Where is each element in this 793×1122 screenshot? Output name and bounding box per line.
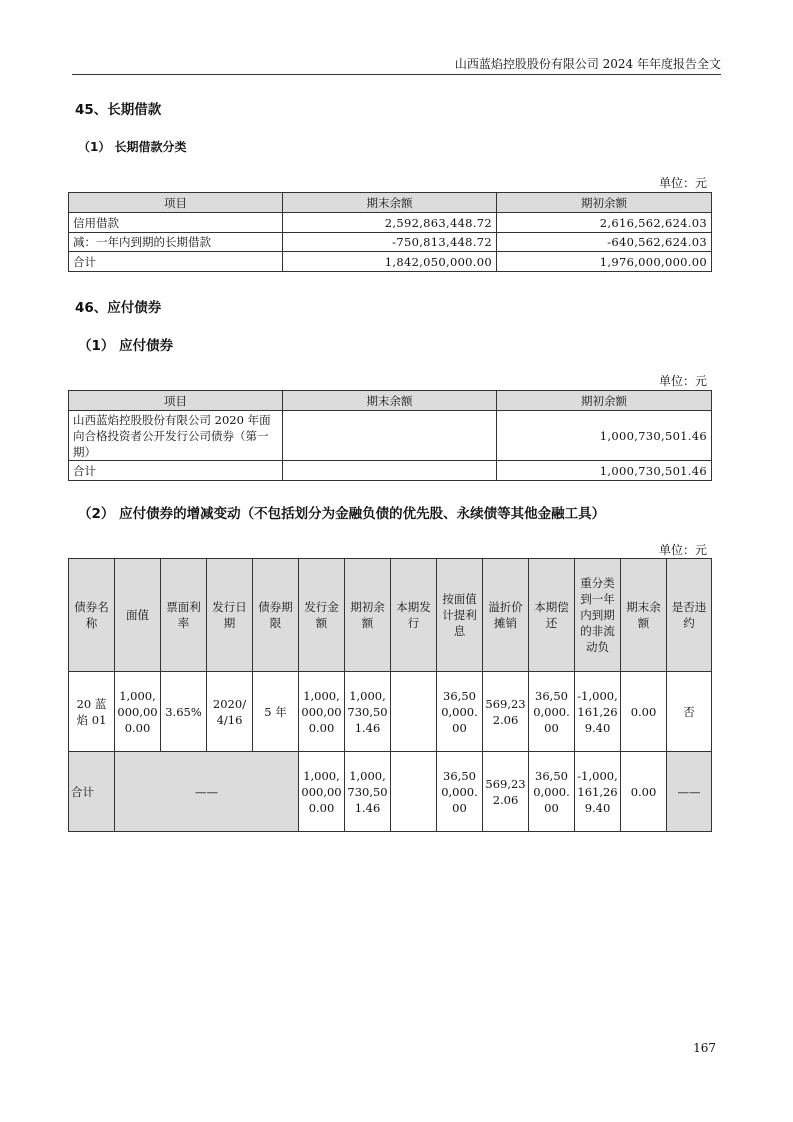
col-header: 本期发行 bbox=[391, 559, 437, 672]
col-header: 期初余额 bbox=[345, 559, 391, 672]
col-header: 期末余额 bbox=[621, 559, 667, 672]
col-header: 溢折价摊销 bbox=[483, 559, 529, 672]
section-45-title: 45、长期借款 bbox=[75, 102, 162, 118]
col-header: 面值 bbox=[115, 559, 161, 672]
section-45-sub1: （1） 长期借款分类 bbox=[78, 140, 187, 154]
report-title: 山西蓝焰控股股份有限公司 2024 年年度报告全文 bbox=[454, 57, 721, 71]
unit-label: 单位：元 bbox=[658, 176, 707, 190]
page-number: 167 bbox=[693, 1041, 716, 1055]
col-header: 期初余额 bbox=[497, 193, 712, 213]
bonds-payable-table bbox=[68, 390, 712, 481]
page-header bbox=[72, 52, 721, 75]
section-46-title: 46、应付债券 bbox=[75, 300, 162, 316]
col-header: 本期偿还 bbox=[529, 559, 575, 672]
col-header: 债券期限 bbox=[253, 559, 299, 672]
col-header: 债券名称 bbox=[69, 559, 115, 672]
col-header: 发行金额 bbox=[299, 559, 345, 672]
col-header: 票面利率 bbox=[161, 559, 207, 672]
table-row: 20 蓝焰 01 1,000,000,000.00 3.65% 2020/4/16 5 年 1,000,000,000.00 1,000,730,501.46 36,500,000.00 569,232.06 36,500,000.00 -1,000,161,269.40 0.00 否 bbox=[69, 672, 712, 752]
col-header: 重分类到一年内到期的非流动负 bbox=[575, 559, 621, 672]
col-header: 期初余额 bbox=[497, 391, 712, 411]
col-header: 按面值计提利息 bbox=[437, 559, 483, 672]
table-row: 合计 1,842,050,000.00 1,976,000,000.00 bbox=[69, 252, 712, 272]
col-header: 是否违约 bbox=[667, 559, 712, 672]
col-header: 期末余额 bbox=[283, 193, 497, 213]
section-46-sub1: （1） 应付债券 bbox=[78, 338, 174, 354]
col-header: 期末余额 bbox=[283, 391, 497, 411]
table-row: 合计 1,000,730,501.46 bbox=[69, 461, 712, 481]
unit-label: 单位：元 bbox=[658, 374, 707, 388]
table-row-total: 合计 —— 1,000,000,000.00 1,000,730,501.46 36,500,000.00 569,232.06 36,500,000.00 -1,000,161,269.40 0.00 —— bbox=[69, 752, 712, 832]
long-term-loan-table bbox=[68, 192, 712, 272]
unit-label: 单位：元 bbox=[658, 543, 707, 557]
table-row: 减：一年内到期的长期借款 -750,813,448.72 -640,562,624.03 bbox=[69, 233, 712, 252]
col-header: 项目 bbox=[69, 193, 283, 213]
bond-change-table bbox=[68, 558, 712, 832]
table-row: 信用借款 2,592,863,448.72 2,616,562,624.03 bbox=[69, 213, 712, 233]
col-header: 发行日期 bbox=[207, 559, 253, 672]
section-46-sub2: （2） 应付债券的增减变动（不包括划分为金融负债的优先股、永续债等其他金融工具） bbox=[78, 506, 606, 522]
col-header: 项目 bbox=[69, 391, 283, 411]
table-row: 山西蓝焰控股股份有限公司 2020 年面向合格投资者公开发行公司债券（第一期） 1,000,730,501.46 bbox=[69, 411, 712, 461]
